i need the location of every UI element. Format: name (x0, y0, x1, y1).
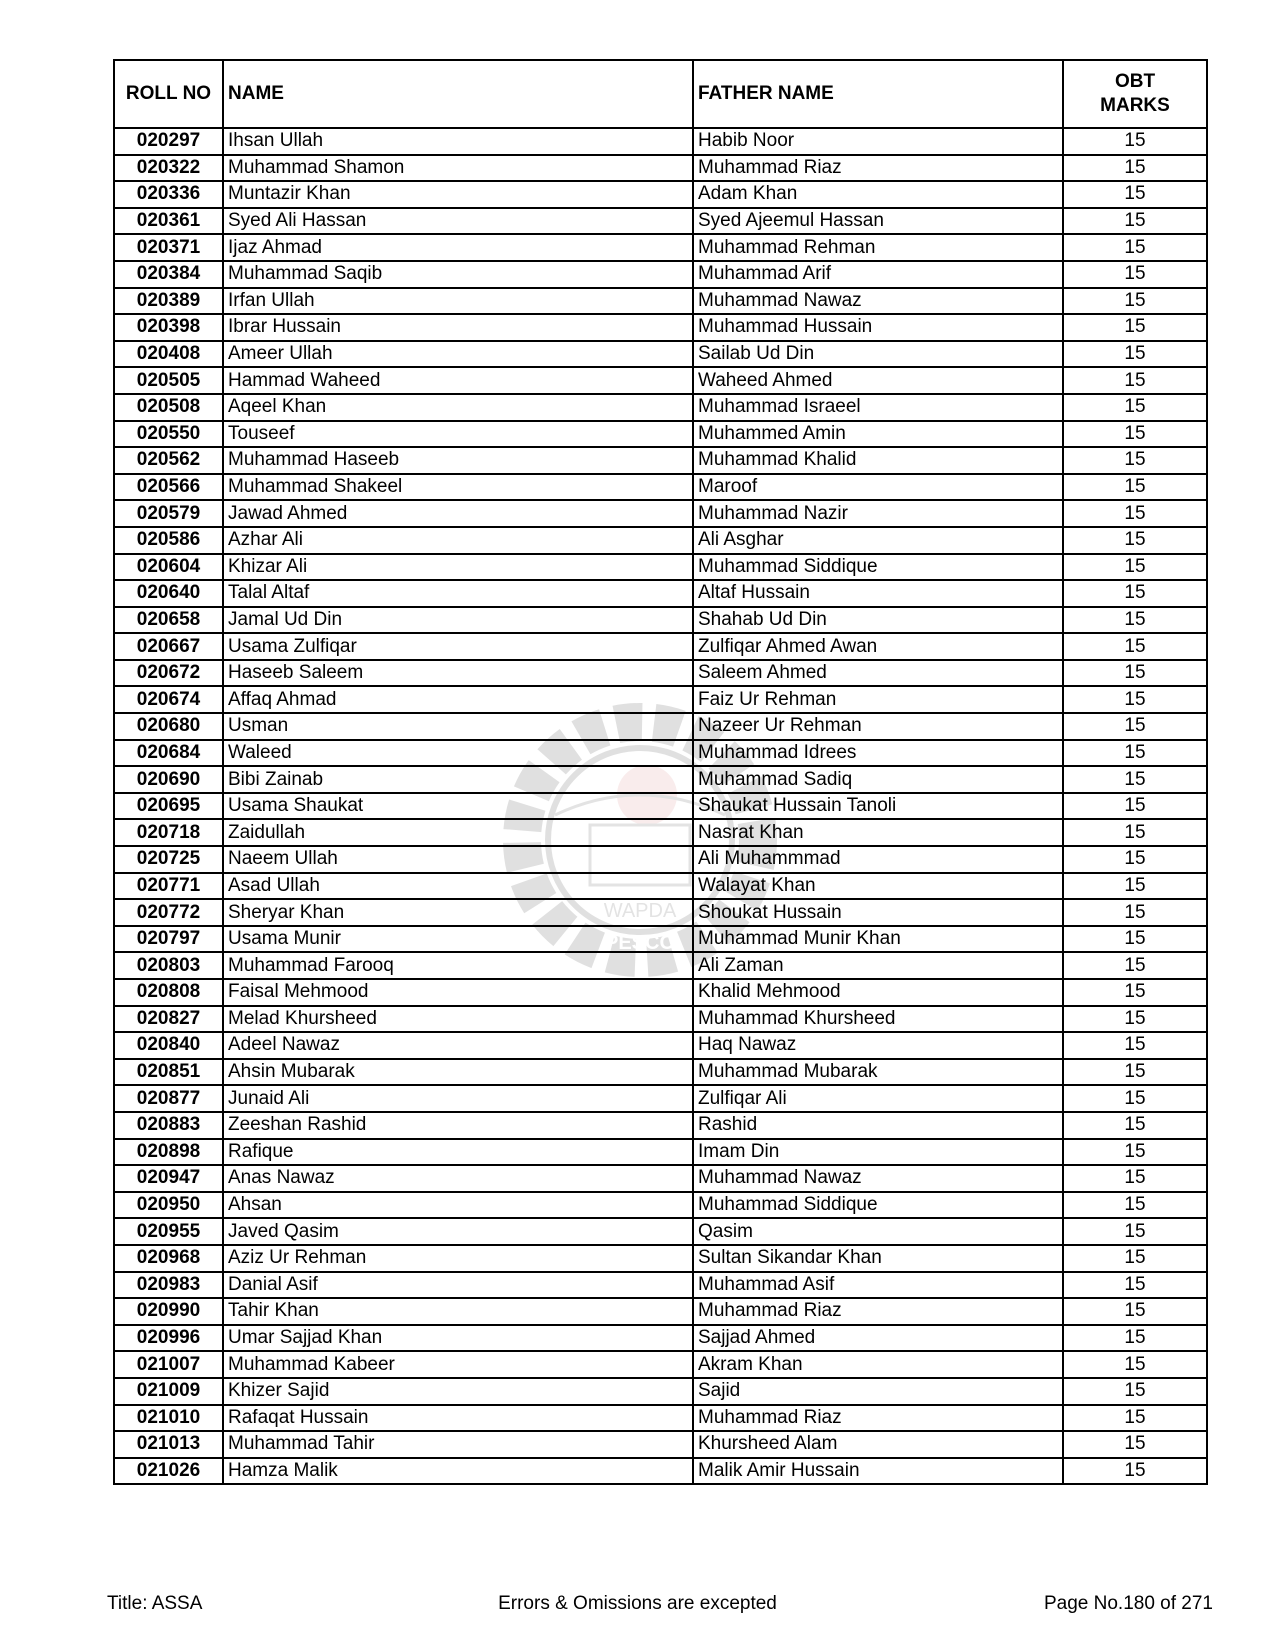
roll-no-cell: 020508 (114, 394, 223, 421)
table-row (114, 1059, 1207, 1086)
table-row (114, 1139, 1207, 1166)
name-cell: Syed Ali Hassan (223, 208, 693, 235)
roll-no-cell: 020562 (114, 447, 223, 474)
name-cell: Hammad Waheed (223, 367, 693, 394)
table-row (114, 155, 1207, 182)
table-row (114, 686, 1207, 713)
name-cell: Khizar Ali (223, 554, 693, 581)
obt-marks-cell: 15 (1063, 181, 1207, 208)
roll-no-cell: 020771 (114, 873, 223, 900)
father-name-cell: Shoukat Hussain (693, 899, 1063, 926)
table-row (114, 341, 1207, 368)
obt-marks-cell: 15 (1063, 394, 1207, 421)
roll-no-cell: 020667 (114, 633, 223, 660)
roll-no-cell: 020797 (114, 926, 223, 953)
name-cell: Zaidullah (223, 819, 693, 846)
name-cell: Javed Qasim (223, 1218, 693, 1245)
father-name-cell: Muhammad Nawaz (693, 1165, 1063, 1192)
name-cell: Melad Khursheed (223, 1006, 693, 1033)
roll-no-cell: 020297 (114, 128, 223, 155)
name-cell: Adeel Nawaz (223, 1032, 693, 1059)
name-cell: Sheryar Khan (223, 899, 693, 926)
father-name-cell: Saleem Ahmed (693, 660, 1063, 687)
obt-marks-cell: 15 (1063, 1431, 1207, 1458)
roll-no-cell: 020955 (114, 1218, 223, 1245)
table-row (114, 261, 1207, 288)
father-name-header: FATHER NAME (693, 60, 1063, 128)
father-name-cell: Muhammad Arif (693, 261, 1063, 288)
name-cell: Umar Sajjad Khan (223, 1325, 693, 1352)
obt-marks-cell: 15 (1063, 580, 1207, 607)
obt-marks-cell: 15 (1063, 819, 1207, 846)
father-name-cell: Akram Khan (693, 1351, 1063, 1378)
father-name-cell: Walayat Khan (693, 873, 1063, 900)
name-cell: Muhammad Kabeer (223, 1351, 693, 1378)
obt-marks-cell: 15 (1063, 1245, 1207, 1272)
roll-no-cell: 020718 (114, 819, 223, 846)
table-row (114, 1431, 1207, 1458)
obt-marks-cell: 15 (1063, 500, 1207, 527)
name-cell: Bibi Zainab (223, 766, 693, 793)
father-name-cell: Muhammad Riaz (693, 155, 1063, 182)
father-name-cell: Sailab Ud Din (693, 341, 1063, 368)
table-row (114, 793, 1207, 820)
name-cell: Muhammad Haseeb (223, 447, 693, 474)
name-cell: Aqeel Khan (223, 394, 693, 421)
table-row (114, 421, 1207, 448)
roll-no-cell: 020898 (114, 1139, 223, 1166)
obt-marks-cell: 15 (1063, 952, 1207, 979)
roll-no-cell: 021007 (114, 1351, 223, 1378)
table-row (114, 1112, 1207, 1139)
obt-marks-cell: 15 (1063, 421, 1207, 448)
father-name-cell: Faiz Ur Rehman (693, 686, 1063, 713)
father-name-cell: Zulfiqar Ali (693, 1085, 1063, 1112)
name-cell: Faisal Mehmood (223, 979, 693, 1006)
roll-no-cell: 021009 (114, 1378, 223, 1405)
name-cell: Tahir Khan (223, 1298, 693, 1325)
father-name-cell: Syed Ajeemul Hassan (693, 208, 1063, 235)
table-row (114, 367, 1207, 394)
obt-marks-cell: 15 (1063, 873, 1207, 900)
obt-marks-cell: 15 (1063, 1139, 1207, 1166)
name-cell: Affaq Ahmad (223, 686, 693, 713)
father-name-cell: Muhammad Israeel (693, 394, 1063, 421)
roll-no-cell: 020566 (114, 474, 223, 501)
table-row (114, 952, 1207, 979)
table-row (114, 607, 1207, 634)
results-body (114, 128, 1207, 1484)
roll-no-cell: 020883 (114, 1112, 223, 1139)
roll-no-cell: 020996 (114, 1325, 223, 1352)
table-row (114, 926, 1207, 953)
obt-marks-cell: 15 (1063, 367, 1207, 394)
father-name-cell: Sajjad Ahmed (693, 1325, 1063, 1352)
father-name-cell: Muhammad Siddique (693, 1192, 1063, 1219)
name-cell: Muhammad Farooq (223, 952, 693, 979)
table-row (114, 1192, 1207, 1219)
name-cell: Usama Shaukat (223, 793, 693, 820)
table-row (114, 527, 1207, 554)
roll-no-cell: 020695 (114, 793, 223, 820)
table-row (114, 128, 1207, 155)
father-name-cell: Altaf Hussain (693, 580, 1063, 607)
father-name-cell: Muhammad Idrees (693, 740, 1063, 767)
name-cell: Muntazir Khan (223, 181, 693, 208)
name-cell: Azhar Ali (223, 527, 693, 554)
name-cell: Rafique (223, 1139, 693, 1166)
roll-no-cell: 021010 (114, 1405, 223, 1432)
table-row (114, 1325, 1207, 1352)
obt-marks-header-line1: OBT (1114, 71, 1156, 92)
father-name-cell: Sajid (693, 1378, 1063, 1405)
name-cell: Jamal Ud Din (223, 607, 693, 634)
father-name-cell: Ali Asghar (693, 527, 1063, 554)
obt-marks-cell: 15 (1063, 1405, 1207, 1432)
footer-notice: Errors & Omissions are excepted (498, 1593, 777, 1614)
table-row (114, 394, 1207, 421)
roll-no-cell: 020371 (114, 234, 223, 261)
name-header: NAME (223, 60, 693, 128)
table-row (114, 1351, 1207, 1378)
name-cell: Ahsin Mubarak (223, 1059, 693, 1086)
table-row (114, 208, 1207, 235)
obt-marks-cell: 15 (1063, 1006, 1207, 1033)
father-name-cell: Imam Din (693, 1139, 1063, 1166)
roll-no-cell: 020408 (114, 341, 223, 368)
header-row (114, 60, 1207, 128)
roll-no-cell: 020725 (114, 846, 223, 873)
name-cell: Muhammad Saqib (223, 261, 693, 288)
obt-marks-cell: 15 (1063, 740, 1207, 767)
father-name-cell: Malik Amir Hussain (693, 1458, 1063, 1485)
father-name-cell: Maroof (693, 474, 1063, 501)
obt-marks-cell: 15 (1063, 686, 1207, 713)
roll-no-cell: 020827 (114, 1006, 223, 1033)
roll-no-cell: 020947 (114, 1165, 223, 1192)
table-row (114, 314, 1207, 341)
table-row (114, 633, 1207, 660)
name-cell: Touseef (223, 421, 693, 448)
father-name-cell: Muhammad Khursheed (693, 1006, 1063, 1033)
table-row (114, 554, 1207, 581)
obt-marks-cell: 15 (1063, 341, 1207, 368)
roll-no-cell: 020772 (114, 899, 223, 926)
table-row (114, 1405, 1207, 1432)
roll-no-cell: 020950 (114, 1192, 223, 1219)
obt-marks-cell: 15 (1063, 1112, 1207, 1139)
obt-marks-cell: 15 (1063, 1298, 1207, 1325)
results-table (113, 59, 1208, 1485)
father-name-cell: Shahab Ud Din (693, 607, 1063, 634)
obt-marks-cell: 15 (1063, 128, 1207, 155)
name-cell: Waleed (223, 740, 693, 767)
roll-no-cell: 020361 (114, 208, 223, 235)
roll-no-cell: 020684 (114, 740, 223, 767)
name-cell: Usman (223, 713, 693, 740)
obt-marks-cell: 15 (1063, 447, 1207, 474)
table-row (114, 1032, 1207, 1059)
father-name-cell: Habib Noor (693, 128, 1063, 155)
table-row (114, 899, 1207, 926)
roll-no-cell: 020384 (114, 261, 223, 288)
name-cell: Usama Zulfiqar (223, 633, 693, 660)
table-row (114, 846, 1207, 873)
father-name-cell: Khursheed Alam (693, 1431, 1063, 1458)
table-row (114, 819, 1207, 846)
father-name-cell: Adam Khan (693, 181, 1063, 208)
father-name-cell: Muhammad Mubarak (693, 1059, 1063, 1086)
obt-marks-cell: 15 (1063, 926, 1207, 953)
obt-marks-cell: 15 (1063, 1165, 1207, 1192)
obt-marks-cell: 15 (1063, 660, 1207, 687)
name-cell: Asad Ullah (223, 873, 693, 900)
roll-no-cell: 020840 (114, 1032, 223, 1059)
roll-no-cell: 020604 (114, 554, 223, 581)
obt-marks-cell: 15 (1063, 288, 1207, 315)
obt-marks-cell: 15 (1063, 793, 1207, 820)
obt-marks-cell: 15 (1063, 1085, 1207, 1112)
footer-title: Title: ASSA (107, 1593, 203, 1614)
name-cell: Muhammad Shamon (223, 155, 693, 182)
father-name-cell: Shaukat Hussain Tanoli (693, 793, 1063, 820)
table-row (114, 740, 1207, 767)
father-name-cell: Ali Muhammmad (693, 846, 1063, 873)
roll-no-cell: 020640 (114, 580, 223, 607)
obt-marks-cell: 15 (1063, 846, 1207, 873)
name-cell: Talal Altaf (223, 580, 693, 607)
table-row (114, 447, 1207, 474)
table-row (114, 288, 1207, 315)
table-row (114, 181, 1207, 208)
father-name-cell: Sultan Sikandar Khan (693, 1245, 1063, 1272)
obt-marks-cell: 15 (1063, 527, 1207, 554)
father-name-cell: Ali Zaman (693, 952, 1063, 979)
name-cell: Khizer Sajid (223, 1378, 693, 1405)
table-row (114, 1245, 1207, 1272)
obt-marks-cell: 15 (1063, 633, 1207, 660)
roll-no-cell: 020672 (114, 660, 223, 687)
father-name-cell: Rashid (693, 1112, 1063, 1139)
roll-no-cell: 020579 (114, 500, 223, 527)
father-name-cell: Nasrat Khan (693, 819, 1063, 846)
table-row (114, 1298, 1207, 1325)
roll-no-cell: 020550 (114, 421, 223, 448)
table-row (114, 873, 1207, 900)
father-name-cell: Muhammad Munir Khan (693, 926, 1063, 953)
name-cell: Muhammad Shakeel (223, 474, 693, 501)
name-cell: Haseeb Saleem (223, 660, 693, 687)
name-cell: Irfan Ullah (223, 288, 693, 315)
table-row (114, 234, 1207, 261)
roll-no-cell: 020658 (114, 607, 223, 634)
name-cell: Aziz Ur Rehman (223, 1245, 693, 1272)
obt-marks-cell: 15 (1063, 1272, 1207, 1299)
father-name-cell: Muhammad Nawaz (693, 288, 1063, 315)
father-name-cell: Haq Nawaz (693, 1032, 1063, 1059)
name-cell: Danial Asif (223, 1272, 693, 1299)
table-row (114, 1006, 1207, 1033)
obt-marks-cell: 15 (1063, 474, 1207, 501)
table-row (114, 660, 1207, 687)
name-cell: Naeem Ullah (223, 846, 693, 873)
roll-no-cell: 020690 (114, 766, 223, 793)
roll-no-cell: 020983 (114, 1272, 223, 1299)
father-name-cell: Muhammad Siddique (693, 554, 1063, 581)
obt-marks-cell: 15 (1063, 314, 1207, 341)
obt-marks-cell: 15 (1063, 261, 1207, 288)
table-row (114, 580, 1207, 607)
father-name-cell: Muhammad Nazir (693, 500, 1063, 527)
name-cell: Ijaz Ahmad (223, 234, 693, 261)
obt-marks-cell: 15 (1063, 1378, 1207, 1405)
obt-marks-cell: 15 (1063, 1218, 1207, 1245)
table-row (114, 1085, 1207, 1112)
table-row (114, 1218, 1207, 1245)
roll-no-cell: 020389 (114, 288, 223, 315)
name-cell: Hamza Malik (223, 1458, 693, 1485)
obt-marks-cell: 15 (1063, 607, 1207, 634)
obt-marks-cell: 15 (1063, 899, 1207, 926)
footer-page-number: Page No.180 of 271 (1043, 1593, 1213, 1614)
name-cell: Junaid Ali (223, 1085, 693, 1112)
roll-no-cell: 020851 (114, 1059, 223, 1086)
obt-marks-cell: 15 (1063, 1458, 1207, 1485)
table-row (114, 1458, 1207, 1485)
father-name-cell: Muhammad Khalid (693, 447, 1063, 474)
obt-marks-cell: 15 (1063, 1032, 1207, 1059)
table-row (114, 474, 1207, 501)
roll-no-header: ROLL NO (114, 60, 223, 128)
father-name-cell: Muhammad Hussain (693, 314, 1063, 341)
obt-marks-cell: 15 (1063, 1192, 1207, 1219)
father-name-cell: Muhammad Rehman (693, 234, 1063, 261)
obt-marks-cell: 15 (1063, 554, 1207, 581)
father-name-cell: Muhammad Asif (693, 1272, 1063, 1299)
roll-no-cell: 020877 (114, 1085, 223, 1112)
father-name-cell: Qasim (693, 1218, 1063, 1245)
watermark-label2: PESCO (604, 932, 676, 954)
roll-no-cell: 020505 (114, 367, 223, 394)
roll-no-cell: 020680 (114, 713, 223, 740)
roll-no-cell: 020674 (114, 686, 223, 713)
name-cell: Muhammad Tahir (223, 1431, 693, 1458)
obt-marks-header-line2: MARKS (1100, 95, 1170, 116)
obt-marks-cell: 15 (1063, 766, 1207, 793)
table-row (114, 1272, 1207, 1299)
watermark-label1: WAPDA (603, 900, 677, 922)
name-cell: Ahsan (223, 1192, 693, 1219)
name-cell: Ameer Ullah (223, 341, 693, 368)
table-row (114, 1165, 1207, 1192)
father-name-cell: Khalid Mehmood (693, 979, 1063, 1006)
obt-marks-cell: 15 (1063, 1351, 1207, 1378)
father-name-cell: Zulfiqar Ahmed Awan (693, 633, 1063, 660)
father-name-cell: Muhammad Sadiq (693, 766, 1063, 793)
table-row (114, 713, 1207, 740)
roll-no-cell: 020808 (114, 979, 223, 1006)
roll-no-cell: 020586 (114, 527, 223, 554)
table-row (114, 766, 1207, 793)
name-cell: Jawad Ahmed (223, 500, 693, 527)
father-name-cell: Muhammed Amin (693, 421, 1063, 448)
table-row (114, 979, 1207, 1006)
name-cell: Zeeshan Rashid (223, 1112, 693, 1139)
roll-no-cell: 020968 (114, 1245, 223, 1272)
obt-marks-cell: 15 (1063, 979, 1207, 1006)
name-cell: Usama Munir (223, 926, 693, 953)
father-name-cell: Muhammad Riaz (693, 1405, 1063, 1432)
roll-no-cell: 020803 (114, 952, 223, 979)
roll-no-cell: 021013 (114, 1431, 223, 1458)
father-name-cell: Waheed Ahmed (693, 367, 1063, 394)
roll-no-cell: 020322 (114, 155, 223, 182)
obt-marks-header (1063, 60, 1207, 128)
obt-marks-cell: 15 (1063, 208, 1207, 235)
obt-marks-cell: 15 (1063, 155, 1207, 182)
roll-no-cell: 020990 (114, 1298, 223, 1325)
father-name-cell: Nazeer Ur Rehman (693, 713, 1063, 740)
roll-no-cell: 020336 (114, 181, 223, 208)
name-cell: Rafaqat Hussain (223, 1405, 693, 1432)
roll-no-cell: 020398 (114, 314, 223, 341)
obt-marks-cell: 15 (1063, 1325, 1207, 1352)
name-cell: Ibrar Hussain (223, 314, 693, 341)
name-cell: Anas Nawaz (223, 1165, 693, 1192)
obt-marks-cell: 15 (1063, 234, 1207, 261)
roll-no-cell: 021026 (114, 1458, 223, 1485)
table-row (114, 1378, 1207, 1405)
table-row (114, 500, 1207, 527)
obt-marks-cell: 15 (1063, 1059, 1207, 1086)
obt-marks-cell: 15 (1063, 713, 1207, 740)
name-cell: Ihsan Ullah (223, 128, 693, 155)
father-name-cell: Muhammad Riaz (693, 1298, 1063, 1325)
